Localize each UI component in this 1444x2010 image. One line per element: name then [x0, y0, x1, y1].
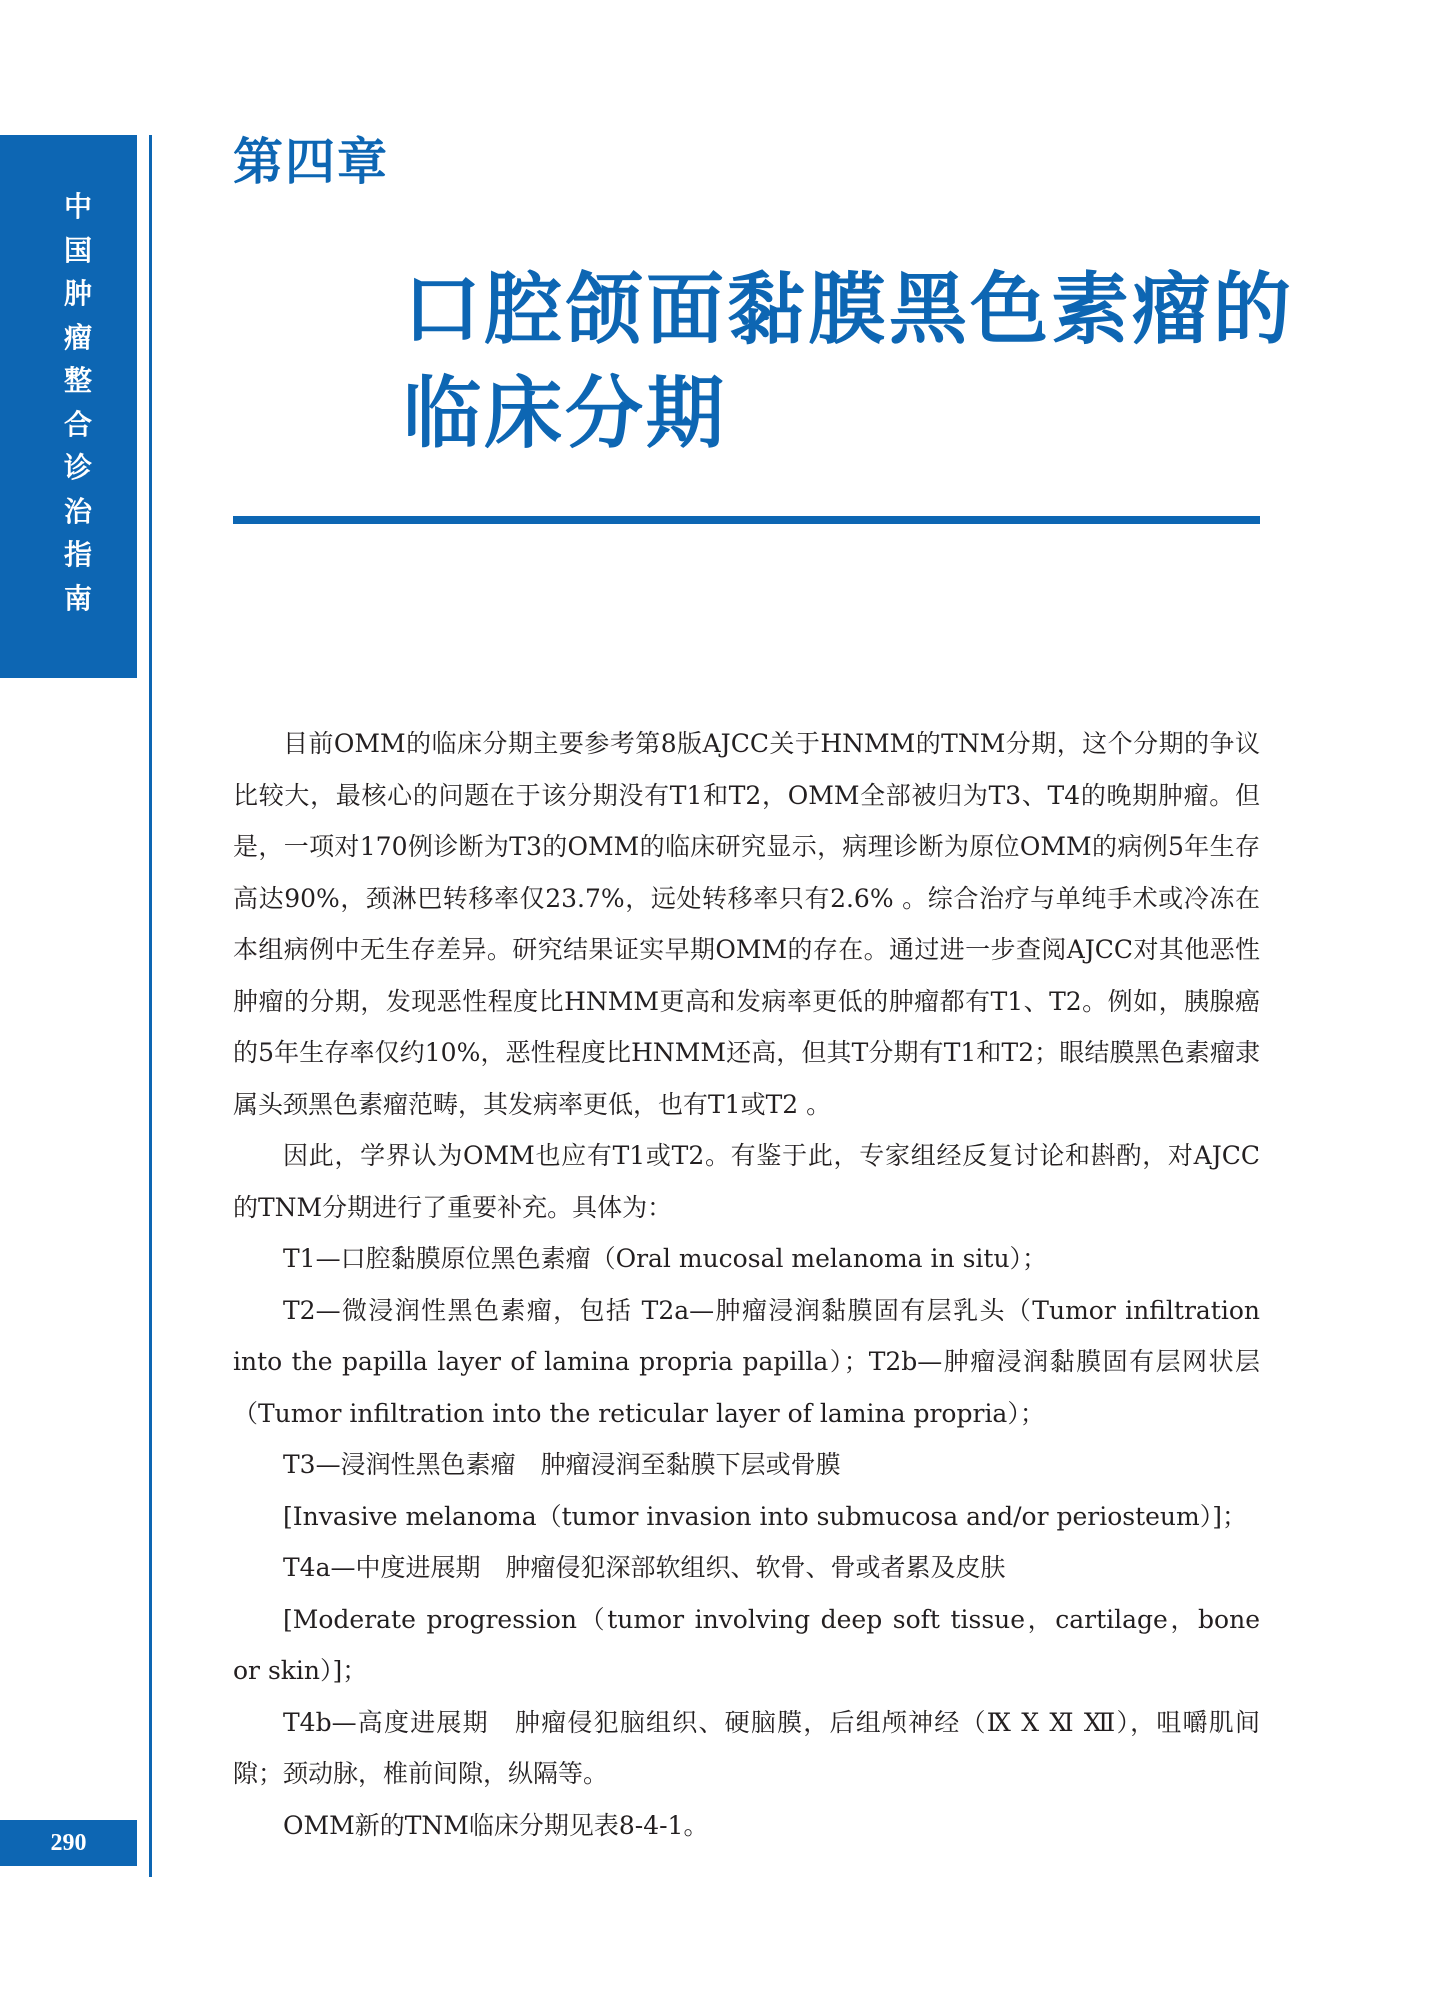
page-number: 290: [50, 1830, 87, 1856]
body-paragraph: T1—口腔黏膜原位黑色素瘤（Oral mucosal melanoma in situ）；: [283, 1244, 1048, 1273]
title-divider: [233, 516, 1260, 524]
body-paragraph: 目前OMM的临床分期主要参考第8版AJCC关于HNMM的TNM分期，这个分期的争议比较大，最核心的问题在于该分期没有T1和T2，OMM全部被归为T3、T4的晚期肿瘤。但是，一项对170例诊断为T3的OMM的临床研究显示，病理诊断为原位OMM的病例5年生存高达90%，颈淋巴转移率仅23.7%，远处转移率只有2.6% 。综合治疗与单纯手术或冷冻在本组病例中无生存差异。研究结果证实早期OMM的存在。通过进一步查阅AJCC对其他恶性肿瘤的分期，发现恶性程度比HNMM更高和发病率更低的肿瘤都有T1、T2。例如，胰腺癌的5年生存率仅约10%，恶性程度比HNMM还高，但其T分期有T1和T2；眼结膜黑色素瘤隶属头颈黑色素瘤范畴，其发病率更低，也有T1或T2 。: [233, 729, 1260, 1119]
chapter-title: 口腔颌面黏膜黑色素瘤的临床分期: [403, 265, 1295, 459]
body-paragraph: [Invasive melanoma（tumor invasion into submucosa and/or periosteum）]；: [283, 1501, 1247, 1531]
body-paragraph: [Moderate progression（tumor involving deep soft tissue，cartilage，bone or skin）]；: [233, 1604, 1260, 1685]
book-title-vertical: 中国肿瘤整合诊治指南: [63, 190, 92, 615]
body-paragraph: T3—浸润性黑色素瘤 肿瘤浸润至黏膜下层或骨膜: [283, 1450, 841, 1479]
chapter-label: 第四章: [233, 132, 389, 191]
body-paragraph: 因此，学界认为OMM也应有T1或T2。有鉴于此，专家组经反复讨论和斟酌，对AJCC的TNM分期进行了重要补充。具体为：: [233, 1141, 1260, 1222]
body-paragraph: OMM新的TNM临床分期见表8-4-1。: [283, 1810, 709, 1840]
side-vertical-rule: [149, 135, 152, 1877]
body-text: [233, 718, 1260, 1851]
body-paragraph: T4a—中度进展期 肿瘤侵犯深部软组织、软骨、骨或者累及皮肤: [283, 1553, 1006, 1582]
body-paragraph: T2—微浸润性黑色素瘤，包括 T2a—肿瘤浸润黏膜固有层乳头（Tumor infiltration into the papilla layer of lamina propria papilla）；T2b—肿瘤浸润黏膜固有层网状层（Tumor infiltration into the reticular layer of lamina propria）；: [233, 1295, 1260, 1428]
body-paragraph: T4b—高度进展期 肿瘤侵犯脑组织、硬脑膜，后组颅神经（Ⅸ Ⅹ Ⅺ Ⅻ），咀嚼肌间隙；颈动脉，椎前间隙，纵隔等。: [233, 1707, 1260, 1788]
